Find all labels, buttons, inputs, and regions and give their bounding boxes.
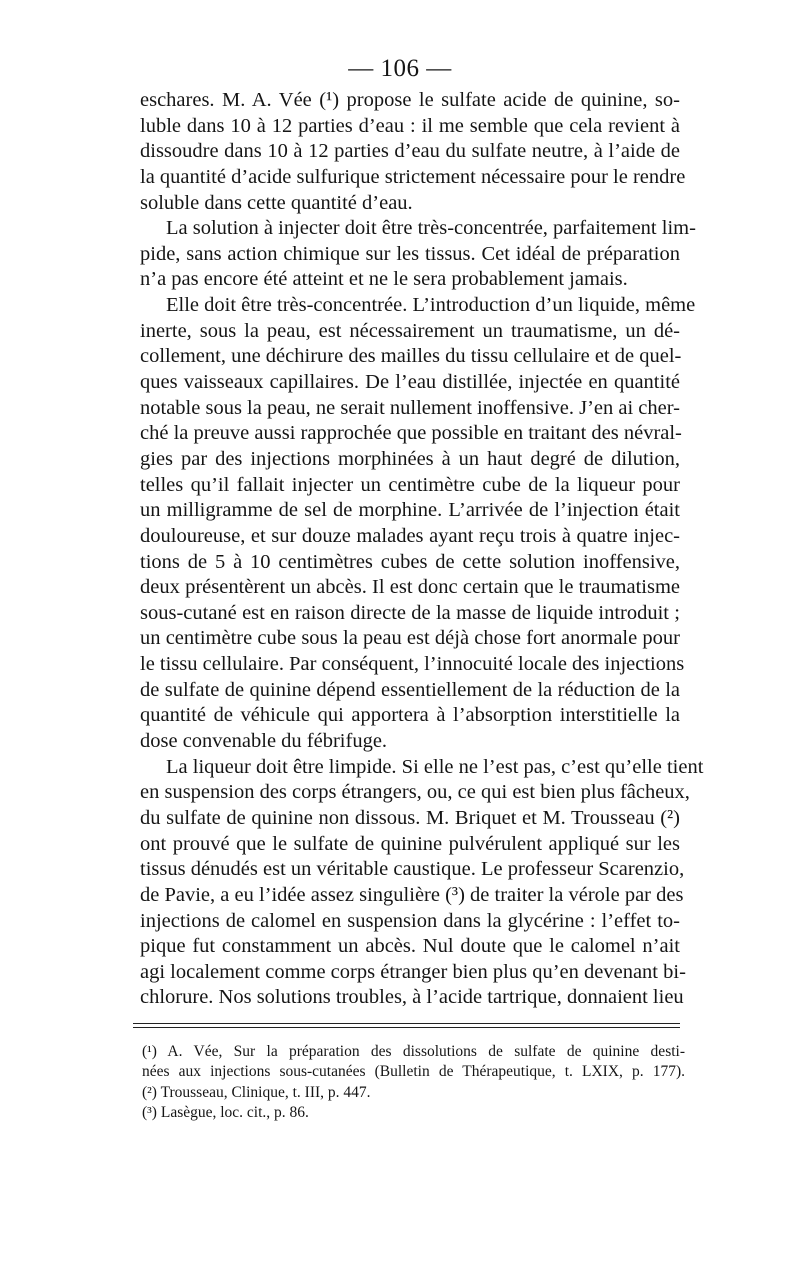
- footnote-line: (³) Lasègue, loc. cit., p. 86.: [142, 1103, 309, 1121]
- text-line: tions de 5 à 10 centimètres cubes de cette solution inoffensive,: [140, 550, 680, 573]
- text-line: luble dans 10 à 12 parties d’eau : il me semble que cela revient à: [140, 114, 680, 137]
- text-line: notable sous la peau, ne serait nullement inoffensive. J’en ai cher-: [140, 396, 680, 419]
- text-line: ont prouvé que le sulfate de quinine pulvérulent appliqué sur les: [140, 832, 680, 855]
- footnote-line: nées aux injections sous-cutanées (Bulletin de Thérapeutique, t. LXIX, p. 177).: [142, 1063, 685, 1081]
- text-line: quantité de véhicule qui apportera à l’absorption interstitielle la: [140, 704, 680, 727]
- text-line: le tissu cellulaire. Par conséquent, l’innocuité locale des injections: [140, 653, 685, 676]
- footnote-line: (¹) A. Vée, Sur la préparation des dissolutions de sulfate de quinine desti-: [142, 1043, 685, 1060]
- text-line: collement, une déchirure des mailles du tissu cellulaire et de quel-: [140, 345, 682, 368]
- body-text: [140, 88, 704, 1011]
- text-line: chlorure. Nos solutions troubles, à l’acide tartrique, donnaient lieu: [140, 986, 684, 1009]
- text-line: douloureuse, et sur douze malades ayant reçu trois à quatre injec-: [140, 524, 680, 547]
- text-line: pique fut constamment un abcès. Nul doute que le calomel n’ait: [140, 935, 680, 958]
- text-line: n’a pas encore été atteint et ne le sera probablement jamais.: [140, 268, 628, 291]
- text-line: injections de calomel en suspension dans la glycérine : l’effet to-: [140, 909, 680, 932]
- footnote-line: (²) Trousseau, Clinique, t. III, p. 447.: [142, 1083, 371, 1101]
- text-line: tissus dénudés est un véritable caustique. Le professeur Scarenzio,: [140, 858, 685, 881]
- page-number: — 106 —: [348, 55, 452, 82]
- footnote-separator: [133, 1023, 680, 1028]
- text-line: inerte, sous la peau, est nécessairement un traumatisme, un dé-: [140, 319, 680, 342]
- text-line: deux présentèrent un abcès. Il est donc certain que le traumatisme: [140, 576, 680, 599]
- text-line: agi localement comme corps étranger bien plus qu’en devenant bi-: [140, 960, 686, 983]
- text-line: un centimètre cube sous la peau est déjà chose fort anormale pour: [140, 627, 680, 650]
- text-line: sous-cutané est en raison directe de la masse de liquide introduit ;: [140, 601, 680, 624]
- text-line: telles qu’il fallait injecter un centimètre cube de la liqueur pour: [140, 473, 680, 496]
- separator-rule-thin: [133, 1027, 680, 1028]
- text-line: du sulfate de quinine non dissous. M. Briquet et M. Trousseau (²): [140, 806, 680, 829]
- text-line: la quantité d’acide sulfurique strictement nécessaire pour le rendre: [140, 165, 686, 188]
- text-line: dissoudre dans 10 à 12 parties d’eau du sulfate neutre, à l’aide de: [140, 140, 680, 163]
- text-line: gies par des injections morphinées à un haut degré de dilution,: [140, 447, 680, 470]
- separator-rule: [133, 1023, 680, 1024]
- text-line: ché la preuve aussi rapprochée que possible en traitant des névral-: [140, 422, 682, 445]
- text-line: La solution à injecter doit être très-concentrée, parfaitement lim-: [166, 217, 696, 240]
- text-line: pide, sans action chimique sur les tissus. Cet idéal de préparation: [140, 242, 680, 265]
- text-line: La liqueur doit être limpide. Si elle ne l’est pas, c’est qu’elle tient: [166, 755, 704, 778]
- text-line: de sulfate de quinine dépend essentiellement de la réduction de la: [140, 678, 680, 701]
- text-line: de Pavie, a eu l’idée assez singulière (³) de traiter la vérole par des: [140, 883, 684, 906]
- footnotes: [140, 1042, 685, 1123]
- text-line: eschares. M. A. Vée (¹) propose le sulfate acide de quinine, so-: [140, 89, 680, 111]
- text-line: soluble dans cette quantité d’eau.: [140, 191, 413, 214]
- text-line: en suspension des corps étrangers, ou, ce qui est bien plus fâcheux,: [140, 781, 690, 804]
- text-line: ques vaisseaux capillaires. De l’eau distillée, injectée en quantité: [140, 371, 680, 394]
- text-line: un milligramme de sel de morphine. L’arrivée de l’injection était: [140, 499, 680, 522]
- text-line: dose convenable du fébrifuge.: [140, 730, 388, 753]
- text-line: Elle doit être très-concentrée. L’introduction d’un liquide, même: [166, 294, 696, 317]
